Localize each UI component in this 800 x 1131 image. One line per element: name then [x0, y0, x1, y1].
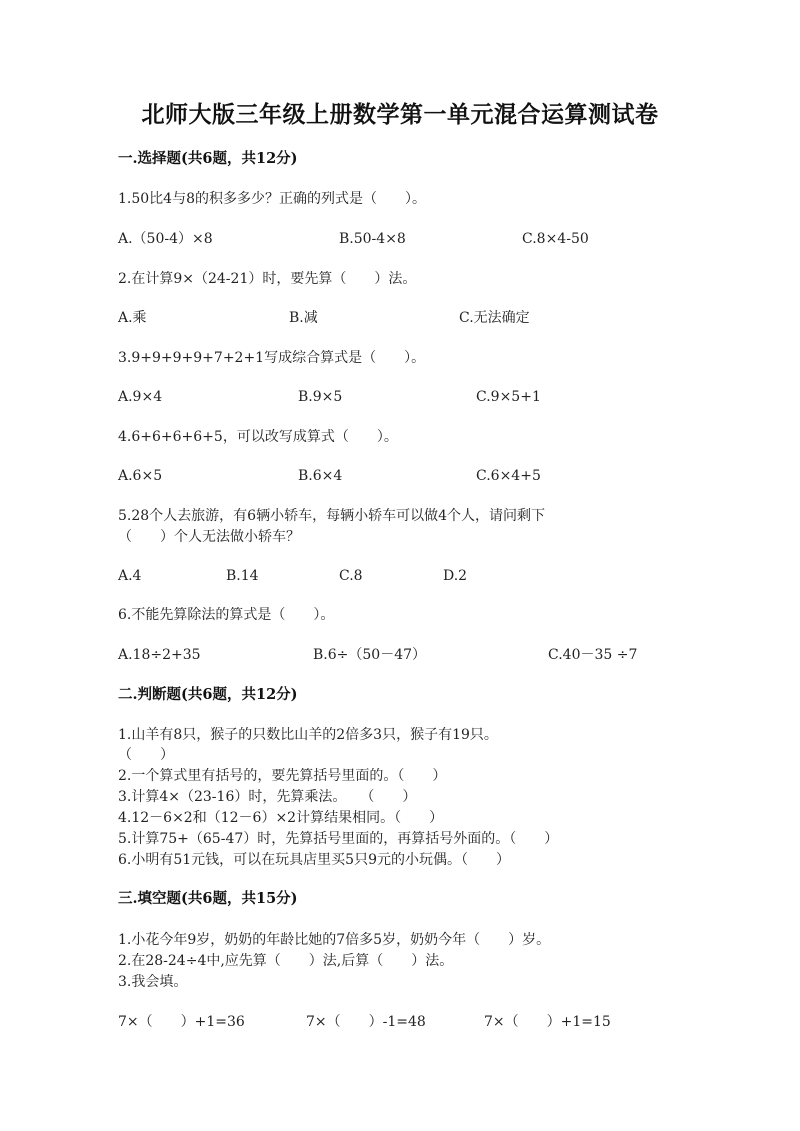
option-1-3-a: A.9×4 [118, 389, 163, 405]
question-2-6: 6.小明有51元钱，可以在玩具店里买5只9元的小玩偶。（ ） [118, 852, 510, 868]
option-1-2-b: B.减 [289, 310, 318, 326]
option-1-1-b: B.50-4×8 [339, 231, 406, 247]
question-2-5: 5.计算75+（65-47）时，先算括号里面的，再算括号外面的。（ ） [118, 831, 559, 847]
fill-blank-1: 7×（ ）+1=36 [118, 1014, 245, 1030]
page-title: 北师大版三年级上册数学第一单元混合运算测试卷 [141, 101, 659, 128]
option-1-1-c: C.8×4-50 [522, 231, 589, 247]
option-1-5-b: B.14 [226, 568, 259, 584]
question-2-2: 2.一个算式里有括号的，要先算括号里面的。（ ） [118, 768, 447, 784]
option-1-2-c: C.无法确定 [459, 310, 530, 326]
option-1-1-a: A.（50-4）×8 [118, 231, 213, 247]
question-3-3: 3.我会填。 [118, 974, 188, 990]
section-heading-choice: 一.选择题(共6题，共12分) [118, 150, 298, 167]
option-1-3-b: B.9×5 [298, 389, 343, 405]
option-1-4-a: A.6×5 [118, 468, 163, 484]
fill-blank-2: 7×（ ）-1=48 [306, 1014, 426, 1030]
question-2-4: 4.12－6×2和（12－6）×2计算结果相同。（ ） [118, 810, 444, 826]
question-3-1: 1.小花今年9岁，奶奶的年龄比她的7倍多5岁，奶奶今年（ ）岁。 [118, 932, 551, 948]
option-1-2-a: A.乘 [118, 310, 147, 326]
question-1-2: 2.在计算9×（24-21）时，要先算（ ）法。 [118, 271, 417, 287]
fill-blank-3: 7×（ ）+1=15 [484, 1014, 611, 1030]
question-2-1-line-1: 1.山羊有8只，猴子的只数比山羊的2倍多3只，猴子有19只。 [118, 727, 498, 743]
option-1-4-c: C.6×4+5 [476, 468, 541, 484]
question-1-6: 6.不能先算除法的算式是（ ）。 [118, 607, 335, 623]
option-1-4-b: B.6×4 [298, 468, 343, 484]
question-3-2: 2.在28-24÷4中,应先算（ ）法,后算（ ）法。 [118, 953, 454, 969]
question-1-4: 4.6+6+6+6+5，可以改写成算式（ ）。 [118, 429, 398, 445]
question-1-5-line-1: 5.28个人去旅游，有6辆小轿车，每辆小轿车可以做4个人，请问剩下 [118, 508, 545, 524]
option-1-3-c: C.9×5+1 [476, 389, 541, 405]
option-1-6-c: C.40－35 ÷7 [548, 647, 638, 663]
option-1-6-b: B.6÷（50－47） [313, 647, 427, 663]
question-1-3: 3.9+9+9+9+7+2+1写成综合算式是（ ）。 [118, 350, 426, 366]
section-heading-fill-in: 三.填空题(共6题，共15分) [118, 890, 298, 907]
option-1-5-c: C.8 [339, 568, 363, 584]
option-1-6-a: A.18÷2+35 [118, 647, 201, 663]
question-2-1-line-2: （ ） [118, 747, 174, 763]
option-1-5-d: D.2 [443, 568, 468, 584]
section-heading-judgement: 二.判断题(共6题，共12分) [118, 686, 298, 703]
question-2-3: 3.计算4×（23-16）时，先算乘法。 （ ） [118, 789, 417, 805]
option-1-5-a: A.4 [118, 568, 142, 584]
question-1-1: 1.50比4与8的积多多少？正确的列式是（ ）。 [118, 191, 426, 207]
question-1-5-line-2: （ ）个人无法做小轿车？ [118, 529, 300, 545]
